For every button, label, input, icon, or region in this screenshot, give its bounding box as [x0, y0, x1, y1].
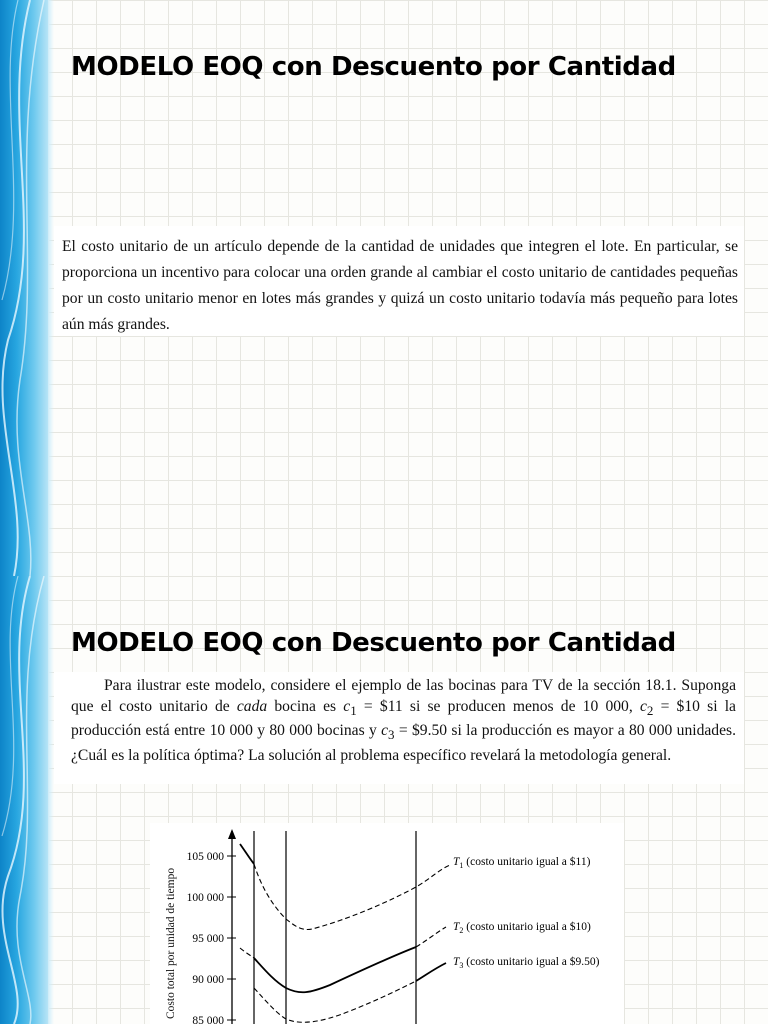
t2-solid-curve	[254, 947, 416, 992]
y-axis-arrow-icon	[228, 829, 236, 839]
t1-dashed-curve	[254, 864, 450, 930]
slide-title: MODELO EOQ con Descuento por Cantidad	[71, 52, 676, 82]
t3-label: $T_3$ (costo unitario igual a $9.50)	[453, 956, 600, 970]
t3-solid-curve	[416, 963, 446, 981]
excerpt-text: El costo unitario de un artículo depende de la cantidad de unidades que integren el lote. En particular, se proporciona un incentivo para colocar una orden grande al cambiar el costo unitario de cantidades pequeñas por un costo unitario menor en lotes más grandes y quizá un costo unitario todavía más pequeño para lotes aún más grandes.	[54, 226, 744, 336]
cost-chart	[150, 823, 624, 1024]
variable-c: c	[639, 697, 647, 715]
y-tick-label: 90 000	[192, 974, 224, 986]
t2-dashed-curve-right	[416, 927, 446, 947]
wave-decoration-icon	[0, 576, 48, 1024]
t1-solid-curve	[240, 844, 254, 864]
wave-decoration-icon	[0, 0, 48, 576]
subscript: 1	[350, 702, 357, 718]
subscript: 3	[388, 727, 395, 743]
series-t1	[240, 844, 591, 930]
y-tick-label: 95 000	[192, 933, 224, 945]
variable-c: c	[381, 722, 389, 740]
series-t3	[254, 955, 600, 1022]
band-edge	[48, 576, 54, 1024]
t2-label: $T_2$ (costo unitario igual a $10)	[453, 921, 591, 935]
example-text-part: = $10 si la producción está entre 10 000 y 80 000 bocinas y	[71, 697, 736, 740]
cost-chart-svg	[150, 823, 624, 1024]
example-text-part: = $9.50 si la producción es mayor a 80 000 unidades. ¿Cuál es la política óptima? La solución al problema específico revelará la metodología general.	[71, 722, 736, 764]
y-tick-label: 105 000	[186, 851, 224, 863]
slide-decoration-band	[0, 0, 48, 576]
example-text-part: Para ilustrar este modelo, considere el ejemplo de las bocinas para TV de la sección 18.1. Suponga que el costo unitario de	[71, 677, 736, 715]
subscript: 2	[646, 702, 654, 718]
emphasis-word: cada	[236, 697, 268, 715]
y-tick-label: 100 000	[186, 892, 224, 904]
t2-dashed-curve-left	[240, 948, 254, 958]
y-axis-label: Costo total por unidad de tiempo	[165, 867, 177, 1019]
y-ticks	[187, 851, 236, 1024]
example-text	[54, 672, 744, 784]
y-tick-label: 85 000	[192, 1015, 224, 1024]
t1-label: $T_1$ (costo unitario igual a $11)	[453, 856, 591, 870]
t3-dashed-curve	[254, 981, 416, 1022]
slide-decoration-band	[0, 576, 48, 1024]
slide-title: MODELO EOQ con Descuento por Cantidad	[71, 628, 676, 658]
example-text-part: bocina es	[267, 697, 344, 715]
example-text-part: = $11 si se producen menos de 10 000,	[356, 697, 640, 715]
slide-2	[0, 576, 768, 1024]
variable-c: c	[343, 697, 351, 715]
